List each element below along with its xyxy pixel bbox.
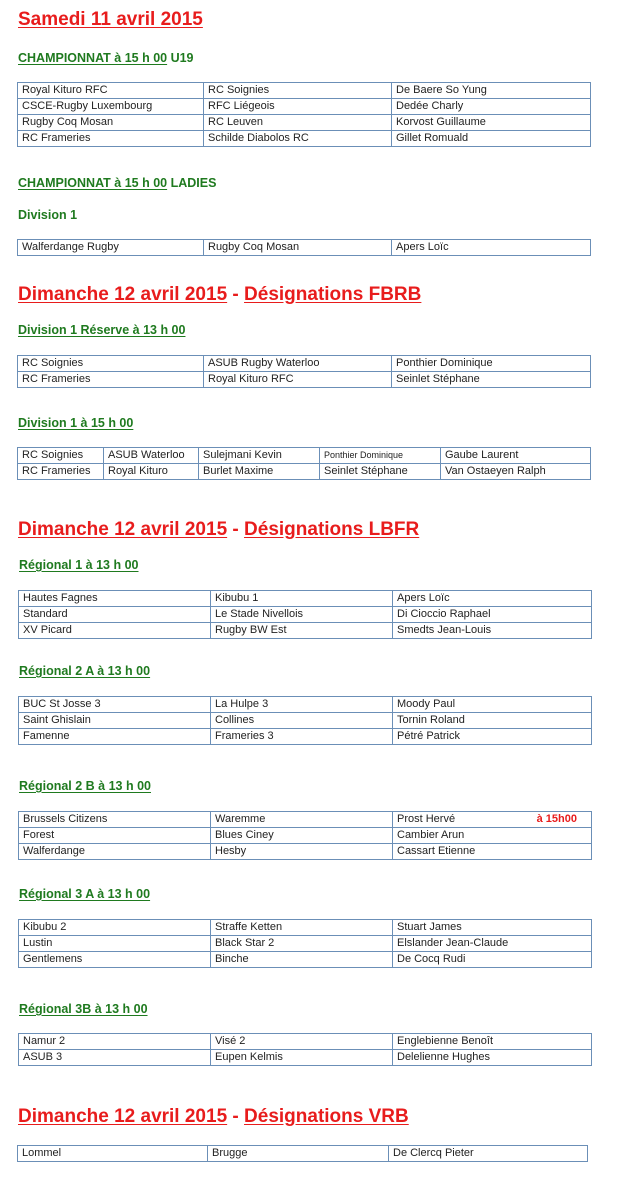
table-regional-1 bbox=[18, 590, 592, 639]
rows bbox=[18, 83, 591, 147]
cell-text: Tornin Roland bbox=[397, 714, 465, 726]
table-cell bbox=[19, 591, 211, 607]
table-cell bbox=[19, 812, 211, 828]
cell-text: Schilde Diabolos RC bbox=[208, 132, 309, 144]
table-cell bbox=[18, 356, 204, 372]
table-cell bbox=[441, 464, 591, 480]
table-cell bbox=[104, 464, 199, 480]
table-row bbox=[19, 828, 592, 844]
table-cell bbox=[211, 952, 393, 968]
table-cell bbox=[18, 99, 204, 115]
table-row bbox=[18, 240, 591, 256]
table-cell bbox=[393, 713, 592, 729]
cell-text: Gillet Romuald bbox=[396, 132, 469, 144]
cell-text: De Cocq Rudi bbox=[397, 953, 466, 965]
heading-division-1-15h: Division 1 à 15 h 00 bbox=[18, 416, 134, 430]
table-cell bbox=[19, 607, 211, 623]
table-cell bbox=[441, 448, 591, 464]
rows bbox=[19, 1034, 592, 1066]
cell-text: Seinlet Stéphane bbox=[324, 465, 408, 477]
table-cell bbox=[19, 1050, 211, 1066]
table-cell bbox=[211, 729, 393, 745]
table-cell bbox=[19, 952, 211, 968]
cell-text: Rugby Coq Mosan bbox=[22, 116, 114, 128]
cell-text: Dedée Charly bbox=[396, 100, 464, 112]
table-cell bbox=[392, 83, 591, 99]
cell-text: Cassart Etienne bbox=[397, 845, 476, 857]
table-row bbox=[19, 936, 592, 952]
rows bbox=[19, 812, 592, 860]
table-cell bbox=[211, 713, 393, 729]
cell-text: Black Star 2 bbox=[215, 937, 275, 949]
table-cell bbox=[199, 448, 320, 464]
table-cell bbox=[19, 936, 211, 952]
table-cell bbox=[204, 356, 392, 372]
cell-text: Rugby BW Est bbox=[215, 624, 287, 636]
cell-text: Englebienne Benoît bbox=[397, 1035, 494, 1047]
heading-regional-3a: Régional 3 A à 13 h 00 bbox=[19, 887, 151, 901]
table-cell bbox=[211, 591, 393, 607]
cell-text: Waremme bbox=[215, 813, 266, 825]
table-row bbox=[19, 952, 592, 968]
table-cell bbox=[19, 828, 211, 844]
cell-text: Famenne bbox=[23, 730, 70, 742]
cell-text: Hesby bbox=[215, 845, 247, 857]
cell-text: RC Leuven bbox=[208, 116, 264, 128]
cell-text: Stuart James bbox=[397, 921, 462, 933]
table-cell bbox=[211, 828, 393, 844]
table-regional-3a bbox=[18, 919, 592, 968]
cell-text: Ponthier Dominique bbox=[396, 357, 493, 369]
rows bbox=[19, 591, 592, 639]
rows bbox=[19, 920, 592, 968]
cell-text: Apers Loïc bbox=[397, 592, 450, 604]
cell-text: RC Frameries bbox=[22, 132, 91, 144]
table-row bbox=[19, 729, 592, 745]
section-title-saturday: Samedi 11 avril 2015 bbox=[18, 9, 203, 30]
cell-text: RC Soignies bbox=[22, 357, 84, 369]
cell-text: Di Cioccio Raphael bbox=[397, 608, 491, 620]
cell-text: Ponthier Dominique bbox=[324, 450, 404, 460]
table-cell bbox=[393, 697, 592, 713]
table-row bbox=[18, 99, 591, 115]
table-cell bbox=[19, 1034, 211, 1050]
cell-text: Namur 2 bbox=[23, 1035, 66, 1047]
section-title-vrb: Dimanche 12 avril 2015 - Désignations VRB bbox=[18, 1106, 409, 1127]
cell-text: ASUB 3 bbox=[23, 1051, 63, 1063]
cell-text: Apers Loïc bbox=[396, 241, 449, 253]
table-cell bbox=[204, 115, 392, 131]
cell-text: Le Stade Nivellois bbox=[215, 608, 304, 620]
table-cell bbox=[204, 99, 392, 115]
table-u19 bbox=[17, 82, 591, 147]
cell-text: RC Soignies bbox=[22, 449, 84, 461]
cell-text: Straffe Ketten bbox=[215, 921, 283, 933]
cell-text: La Hulpe 3 bbox=[215, 698, 269, 710]
cell-text: ASUB Waterloo bbox=[108, 449, 185, 461]
table-cell bbox=[389, 1146, 588, 1162]
cell-text: Standard bbox=[23, 608, 68, 620]
table-cell bbox=[204, 240, 392, 256]
table-regional-2a bbox=[18, 696, 592, 745]
cell-text: Hautes Fagnes bbox=[23, 592, 98, 604]
cell-text: Moody Paul bbox=[397, 698, 456, 710]
table-row bbox=[18, 83, 591, 99]
cell-text: Rugby Coq Mosan bbox=[208, 241, 300, 253]
cell-text: Eupen Kelmis bbox=[215, 1051, 283, 1063]
cell-text: ASUB Rugby Waterloo bbox=[208, 357, 320, 369]
table-vrb bbox=[17, 1145, 588, 1162]
table-division-1-reserve bbox=[17, 355, 591, 388]
cell-text: Walferdange Rugby bbox=[22, 241, 119, 253]
cell-text: Visé 2 bbox=[215, 1035, 246, 1047]
table-cell bbox=[18, 448, 104, 464]
cell-text: Brussels Citizens bbox=[23, 813, 108, 825]
table-row bbox=[18, 131, 591, 147]
table-cell bbox=[19, 697, 211, 713]
table-row bbox=[18, 464, 591, 480]
table-cell bbox=[393, 1050, 592, 1066]
table-cell bbox=[393, 591, 592, 607]
cell-text: Binche bbox=[215, 953, 249, 965]
table-cell bbox=[211, 1034, 393, 1050]
cell-text: Gentlemens bbox=[23, 953, 83, 965]
cell-text: Blues Ciney bbox=[215, 829, 274, 841]
cell-text: Royal Kituro RFC bbox=[22, 84, 108, 96]
heading-championnat-ladies: CHAMPIONNAT à 15 h 00 LADIES bbox=[18, 176, 217, 190]
table-cell bbox=[19, 729, 211, 745]
table-cell bbox=[392, 372, 591, 388]
cell-text: Frameries 3 bbox=[215, 730, 274, 742]
cell-text: Smedts Jean-Louis bbox=[397, 624, 492, 636]
heading-championnat-u19: CHAMPIONNAT à 15 h 00 U19 bbox=[18, 51, 194, 65]
table-cell bbox=[19, 623, 211, 639]
rows bbox=[19, 697, 592, 745]
table-cell bbox=[320, 464, 441, 480]
table-cell bbox=[393, 952, 592, 968]
cell-text: Cambier Arun bbox=[397, 829, 465, 841]
table-row bbox=[19, 591, 592, 607]
table-cell bbox=[392, 131, 591, 147]
cell-text: RC Soignies bbox=[208, 84, 270, 96]
table-row bbox=[19, 623, 592, 639]
table-row bbox=[19, 697, 592, 713]
table-row bbox=[18, 448, 591, 464]
time-note: à 15h00 bbox=[536, 813, 577, 825]
table-cell bbox=[211, 1050, 393, 1066]
cell-text: Brugge bbox=[212, 1147, 248, 1159]
table-cell bbox=[18, 131, 204, 147]
heading-regional-1: Régional 1 à 13 h 00 bbox=[19, 558, 139, 572]
table-cell bbox=[19, 920, 211, 936]
section-title-fbrb: Dimanche 12 avril 2015 - Désignations FBRB bbox=[18, 284, 422, 305]
table-cell bbox=[393, 844, 592, 860]
cell-text: RC Frameries bbox=[22, 373, 91, 385]
cell-text: Seinlet Stéphane bbox=[396, 373, 480, 385]
table-cell bbox=[211, 623, 393, 639]
table-row bbox=[19, 713, 592, 729]
cell-text: RFC Liégeois bbox=[208, 100, 275, 112]
cell-text: Gaube Laurent bbox=[445, 449, 519, 461]
table-row bbox=[19, 920, 592, 936]
cell-text: Sulejmani Kevin bbox=[203, 449, 282, 461]
table-cell bbox=[392, 356, 591, 372]
rows bbox=[18, 1146, 588, 1162]
table-cell bbox=[18, 115, 204, 131]
table-cell bbox=[211, 697, 393, 713]
rows bbox=[18, 356, 591, 388]
table-cell bbox=[18, 83, 204, 99]
table-row bbox=[19, 1034, 592, 1050]
table-row bbox=[18, 115, 591, 131]
table-cell bbox=[393, 623, 592, 639]
cell-text: Royal Kituro bbox=[108, 465, 168, 477]
table-regional-3b bbox=[18, 1033, 592, 1066]
table-cell bbox=[320, 448, 441, 464]
cell-text: Royal Kituro RFC bbox=[208, 373, 294, 385]
table-cell bbox=[18, 240, 204, 256]
table-cell bbox=[393, 1034, 592, 1050]
rows bbox=[18, 240, 591, 256]
cell-text: Lustin bbox=[23, 937, 53, 949]
table-regional-2b bbox=[18, 811, 592, 860]
cell-text: Lommel bbox=[22, 1147, 62, 1159]
table-cell bbox=[19, 713, 211, 729]
table-cell bbox=[18, 1146, 208, 1162]
table-cell bbox=[204, 372, 392, 388]
table-row bbox=[19, 1050, 592, 1066]
table-cell bbox=[392, 240, 591, 256]
table-cell bbox=[208, 1146, 389, 1162]
cell-text: BUC St Josse 3 bbox=[23, 698, 101, 710]
table-row bbox=[18, 372, 591, 388]
table-row bbox=[18, 356, 591, 372]
section-title-lbfr: Dimanche 12 avril 2015 - Désignations LBFR bbox=[18, 519, 420, 540]
table-cell bbox=[18, 372, 204, 388]
cell-text: Forest bbox=[23, 829, 55, 841]
cell-text: Kibubu 1 bbox=[215, 592, 259, 604]
heading-division-1-ladies: Division 1 bbox=[18, 208, 78, 222]
table-cell bbox=[211, 812, 393, 828]
table-division-1-15h bbox=[17, 447, 591, 480]
cell-text: Kibubu 2 bbox=[23, 921, 67, 933]
cell-text: Burlet Maxime bbox=[203, 465, 274, 477]
cell-text: Walferdange bbox=[23, 845, 85, 857]
cell-text: Elslander Jean-Claude bbox=[397, 937, 509, 949]
table-cell bbox=[393, 828, 592, 844]
table-cell bbox=[211, 936, 393, 952]
table-cell bbox=[204, 83, 392, 99]
table-cell bbox=[393, 607, 592, 623]
cell-text: Van Ostaeyen Ralph bbox=[445, 465, 546, 477]
table-cell bbox=[393, 812, 592, 828]
cell-text: Delelienne Hughes bbox=[397, 1051, 490, 1063]
table-cell bbox=[199, 464, 320, 480]
heading-division-1-reserve: Division 1 Réserve à 13 h 00 bbox=[18, 323, 186, 337]
cell-text: Saint Ghislain bbox=[23, 714, 91, 726]
table-cell bbox=[392, 115, 591, 131]
table-cell bbox=[104, 448, 199, 464]
cell-text: Korvost Guillaume bbox=[396, 116, 486, 128]
table-cell bbox=[18, 464, 104, 480]
cell-text: Pétré Patrick bbox=[397, 730, 460, 742]
table-row bbox=[19, 607, 592, 623]
heading-regional-2a: Régional 2 A à 13 h 00 bbox=[19, 664, 151, 678]
table-ladies-division-1 bbox=[17, 239, 591, 256]
table-cell bbox=[204, 131, 392, 147]
table-cell bbox=[211, 920, 393, 936]
cell-text: XV Picard bbox=[23, 624, 72, 636]
table-cell bbox=[393, 920, 592, 936]
table-row bbox=[19, 812, 592, 828]
cell-text: CSCE-Rugby Luxembourg bbox=[22, 100, 153, 112]
heading-regional-3b: Régional 3B à 13 h 00 bbox=[19, 1002, 148, 1016]
table-cell bbox=[211, 607, 393, 623]
table-row bbox=[19, 844, 592, 860]
table-cell bbox=[393, 936, 592, 952]
table-cell bbox=[211, 844, 393, 860]
table-cell bbox=[19, 844, 211, 860]
cell-text: Collines bbox=[215, 714, 255, 726]
heading-regional-2b: Régional 2 B à 13 h 00 bbox=[19, 779, 151, 793]
rows bbox=[18, 448, 591, 480]
table-cell bbox=[393, 729, 592, 745]
cell-text: RC Frameries bbox=[22, 465, 91, 477]
cell-text: De Clercq Pieter bbox=[393, 1147, 474, 1159]
cell-text: De Baere So Yung bbox=[396, 84, 487, 96]
table-cell bbox=[392, 99, 591, 115]
cell-text: Prost Hervé bbox=[397, 813, 456, 825]
table-row bbox=[18, 1146, 588, 1162]
